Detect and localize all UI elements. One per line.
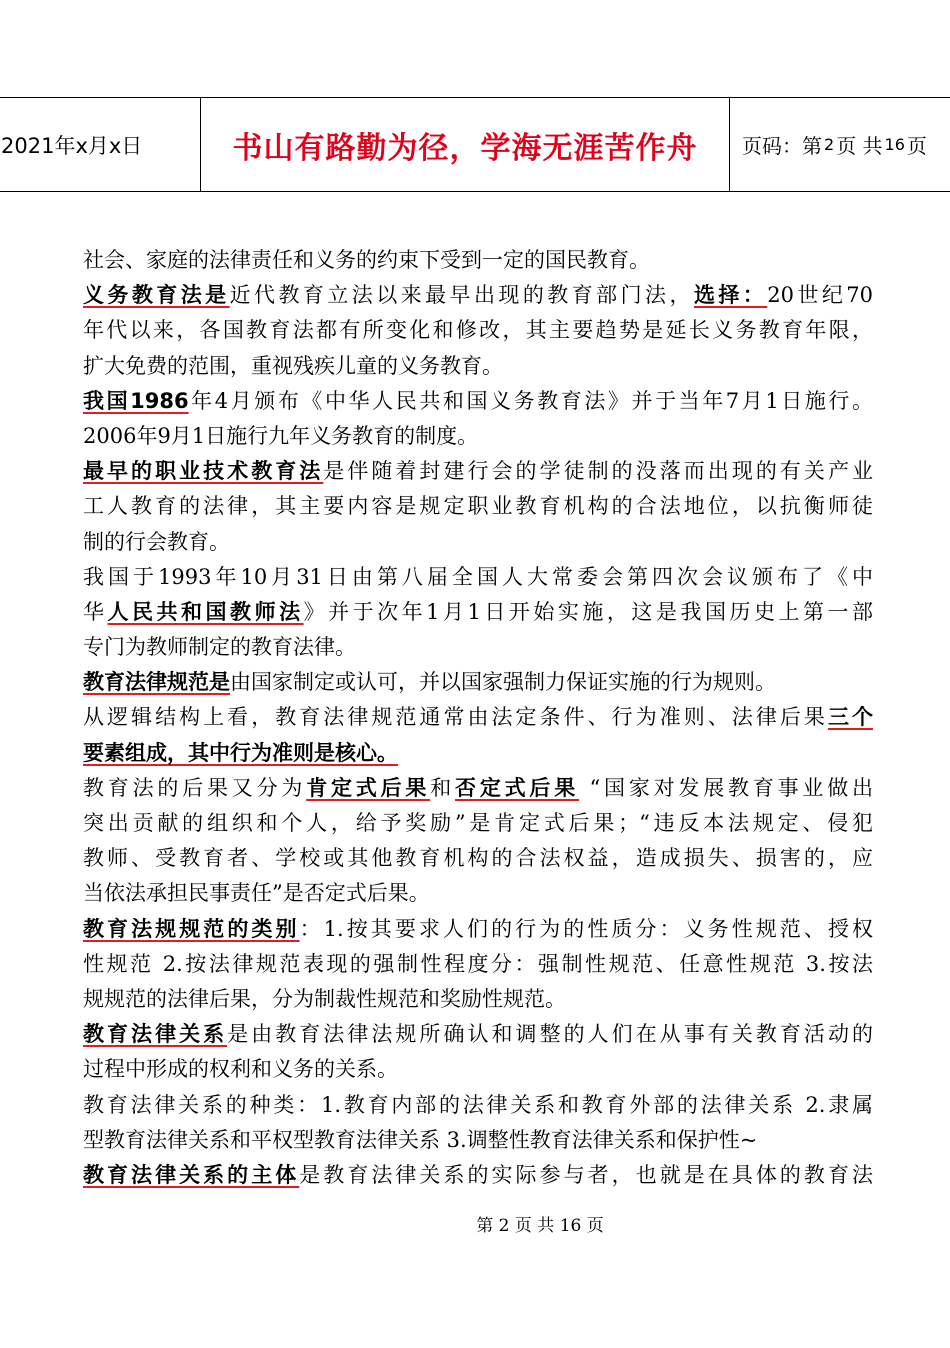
- body-text: 工人教育的法律，其主要内容是规定职业教育机构的合法地位，以抗衡师徒: [83, 494, 873, 519]
- body-text: 过程中形成的权利和义务的关系。: [83, 1057, 398, 1082]
- text-line: [83, 806, 873, 841]
- text-line: [83, 384, 873, 419]
- text-line: [83, 736, 873, 771]
- body-text: 突出贡献的组织和个人，给予奖励”是肯定式后果；“违反本法规定、侵犯: [83, 811, 873, 835]
- text-line: [83, 243, 873, 278]
- body-text: 扩大免费的范围，重视残疾儿童的义务教育。: [83, 353, 503, 378]
- keyword-term: 教育法律关系: [83, 1022, 228, 1047]
- body-text: 20世纪70: [767, 283, 873, 308]
- text-line: [83, 912, 873, 947]
- header-date: 2021年x月x日: [1, 133, 143, 158]
- page-header: [0, 97, 950, 192]
- text-line: [83, 876, 873, 911]
- keyword-term: 三个: [827, 705, 873, 730]
- text-line: [83, 278, 873, 313]
- body-text: 是教育法律关系的实际参与者，也就是在具体的教育法: [299, 1162, 873, 1187]
- body-text: 年代以来，各国教育法都有所变化和修改，其主要趋势是延长义务教育年限，: [83, 318, 873, 343]
- text-line: [83, 313, 873, 348]
- body-text: 是伴随着封建行会的学徒制的没落而出现的有关产业: [323, 459, 873, 484]
- keyword-term: 选择：: [693, 283, 768, 308]
- body-text: “国家对发展教育事业做出: [579, 775, 873, 800]
- page-footer: 第 2 页 共 16 页: [476, 1216, 604, 1236]
- keyword-term: 最早的职业技术教育法: [83, 459, 324, 484]
- text-line: [83, 947, 873, 982]
- text-line: [83, 1052, 873, 1087]
- body-text: 由国家制定或认可，并以国家强制力保证实施的行为规则。: [230, 670, 776, 695]
- body-text: 规规范的法律后果，分为制裁性规范和奖励性规范。: [83, 986, 566, 1011]
- document-body: [83, 243, 873, 1193]
- body-text: ：1.按其要求人们的行为的性质分：义务性规范、授权: [299, 916, 873, 941]
- text-line: [83, 665, 873, 700]
- body-text: 和: [430, 775, 456, 800]
- body-text: 社会、家庭的法律责任和义务的约束下受到一定的国民教育。: [83, 248, 650, 272]
- page-prefix: 页码：第: [742, 134, 822, 158]
- text-line: [83, 595, 873, 630]
- keyword-term: 教育法律规范是: [83, 670, 230, 695]
- text-line: [83, 700, 873, 735]
- text-line: [83, 349, 873, 384]
- keyword-term: 否定式后果: [455, 775, 580, 800]
- body-text: 我国于1993年10月31日由第八届全国人大常委会第四次会议颁布了《中: [83, 564, 873, 589]
- text-line: [83, 1088, 873, 1123]
- body-text: 华: [83, 599, 108, 624]
- body-text: 制的行会教育。: [83, 529, 230, 554]
- body-text: 从逻辑结构上看，教育法律规范通常由法定条件、行为准则、法律后果: [83, 705, 828, 730]
- page-total: 16: [884, 135, 905, 154]
- body-text: 2006年9月1日施行九年义务教育的制度。: [83, 423, 479, 448]
- text-line: [83, 560, 873, 595]
- text-line: [83, 982, 873, 1017]
- body-text: 教师、受教育者、学校或其他教育机构的合法权益，造成损失、损害的，应: [83, 846, 873, 871]
- text-line: [83, 1123, 873, 1158]
- header-motto: 书山有路勤为径，学海无涯苦作舟: [200, 98, 730, 191]
- text-line: [83, 454, 873, 489]
- page-mid: 页 共: [836, 134, 883, 158]
- page-suffix: 页: [906, 134, 927, 158]
- text-line: [83, 1158, 873, 1193]
- keyword-term: 要素组成，其中行为准则是核心。: [83, 740, 398, 765]
- text-line: [83, 1017, 873, 1052]
- text-line: [83, 771, 873, 806]
- body-text: 近代教育立法以来最早出现的教育部门法，: [229, 283, 694, 308]
- page-current: 2: [824, 135, 835, 154]
- text-line: [83, 630, 873, 665]
- text-line: [83, 489, 873, 524]
- text-line: [83, 525, 873, 560]
- body-text: 》并于次年1月1日开始实施，这是我国历史上第一部: [303, 599, 873, 624]
- keyword-term: 人民共和国教师法: [107, 599, 304, 624]
- body-text: 年4月颁布《中华人民共和国义务教育法》并于当年7月1日施行。: [188, 388, 873, 413]
- keyword-term: 义务教育法是: [83, 283, 230, 308]
- body-text: 教育法律关系的种类：1.教育内部的法律关系和教育外部的法律关系 2.隶属: [83, 1092, 873, 1117]
- keyword-term: 教育法规规范的类别: [83, 916, 300, 941]
- text-line: [83, 841, 873, 876]
- body-text: 性规范 2.按法律规范表现的强制性程度分：强制性规范、任意性规范 3.按法: [83, 951, 873, 976]
- body-text: 专门为教师制定的教育法律。: [83, 635, 356, 660]
- body-text: 当依法承担民事责任”是否定式后果。: [83, 881, 430, 906]
- keyword-term: 我国1986: [83, 388, 189, 413]
- body-text: 教育法的后果又分为: [83, 775, 307, 800]
- keyword-term: 教育法律关系的主体: [83, 1162, 300, 1187]
- body-text: 型教育法律关系和平权型教育法律关系 3.调整性教育法律关系和保护性~: [83, 1127, 758, 1152]
- text-line: [83, 419, 873, 454]
- keyword-term: 肯定式后果: [306, 775, 431, 800]
- header-page-number: [730, 98, 950, 191]
- body-text: 是由教育法律法规所确认和调整的人们在从事有关教育活动的: [227, 1022, 873, 1047]
